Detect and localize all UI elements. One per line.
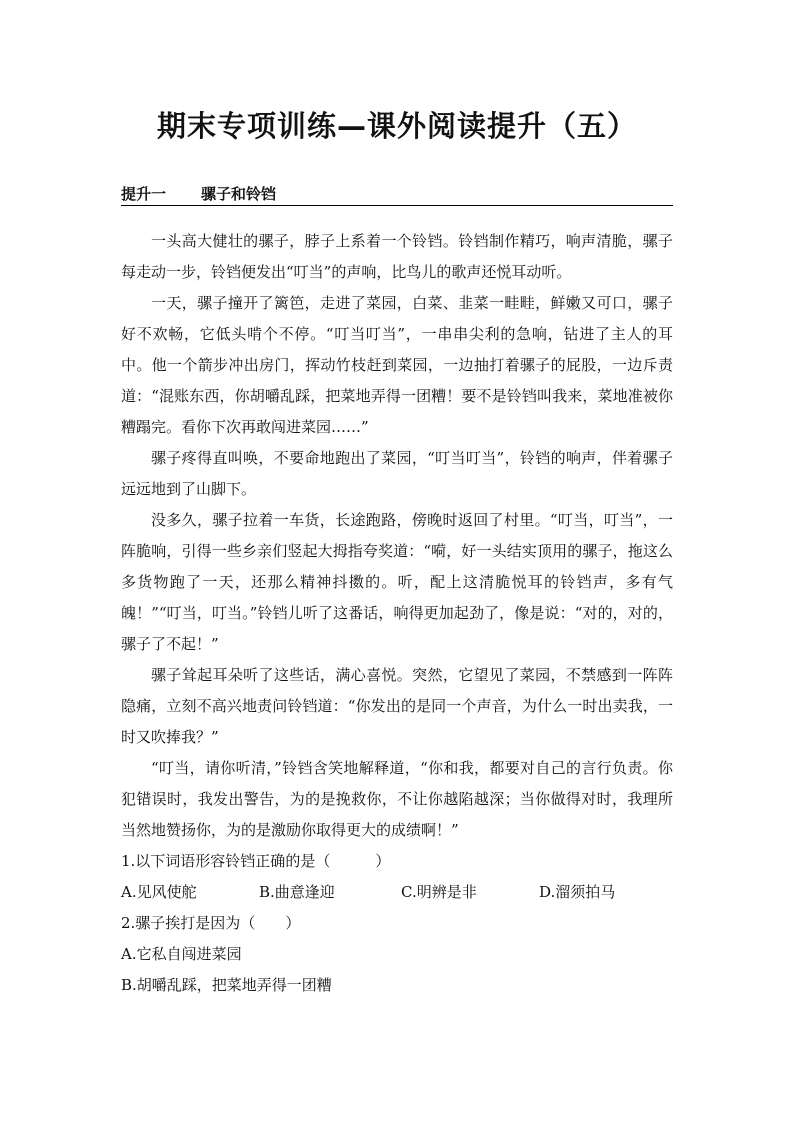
paragraph: 没多久，骡子拉着一车货，长途跑路，傍晚时返回了村里。“叮当，叮当”，一阵脆响，引得一些乡亲们竖起大拇指夸奖道：“嗬，好一头结实顶用的骡子，拖这么多货物跑了一天，还那么精神抖擞的。听，配上这清脆悦耳的铃铛声，多有气魄！”“叮当，叮当。”铃铛儿听了这番话，响得更加起劲了，像是说：“对的，对的，骡子了不起！”	[121, 511, 673, 653]
section-name: 骡子和铃铛	[201, 185, 277, 203]
question-2-stem: 2.骡子挨打是因为（ ）	[121, 914, 301, 932]
option-d: D.溜须拍马	[539, 883, 616, 901]
option-c: C.明辨是非	[401, 883, 477, 901]
paragraph: 骡子疼得直叫唤，不要命地跑出了菜园，“叮当叮当”，铃铛的响声，伴着骡子远远地到了山脚下。	[121, 449, 673, 498]
section-heading	[121, 183, 673, 206]
question-1-stem: 1.以下词语形容铃铛正确的是（ ）	[121, 852, 391, 870]
option-b: B.曲意逢迎	[259, 883, 335, 901]
option-a: A.见风使舵	[121, 883, 197, 901]
page-title: 期末专项训练—课外阅读提升（五）	[156, 109, 637, 143]
paragraph: 骡子耸起耳朵听了这些话，满心喜悦。突然，它望见了菜园，不禁感到一阵阵隐痛，立刻不高兴地责问铃铛道：“你发出的是同一个声音，为什么一时出卖我，一时又吹捧我？”	[121, 666, 673, 746]
paragraph: 一天，骡子撞开了篱笆，走进了菜园，白菜、韭菜一畦畦，鲜嫩又可口，骡子好不欢畅，它低头啃个不停。“叮当叮当”，一串串尖利的急响，钻进了主人的耳中。他一个箭步冲出房门，挥动竹枝赶到菜园，一边抽打着骡子的屁股，一边斥责道：“混账东西，你胡嚼乱踩，把菜地弄得一团糟！要不是铃铛叫我来，菜地准被你糟蹋完。看你下次再敢闯进菜园……”	[121, 294, 673, 436]
option-b: B.胡嚼乱踩，把菜地弄得一团糟	[121, 976, 332, 994]
article-body	[121, 226, 673, 1001]
option-a: A.它私自闯进菜园	[121, 945, 242, 963]
paragraph: 一头高大健壮的骡子，脖子上系着一个铃铛。铃铛制作精巧，响声清脆，骡子每走动一步，铃铛便发出“叮当”的声响，比鸟儿的歌声还悦耳动听。	[121, 232, 673, 281]
question-1-options	[121, 877, 673, 908]
section-label: 提升一	[121, 185, 167, 203]
paragraph: “叮当，请你听清，”铃铛含笑地解释道，“你和我，都要对自己的言行负责。你犯错误时，我发出警告，为的是挽救你，不让你越陷越深；当你做得对时，我理所当然地赞扬你，为的是激励你取得更大的成绩啊！”	[121, 759, 673, 839]
